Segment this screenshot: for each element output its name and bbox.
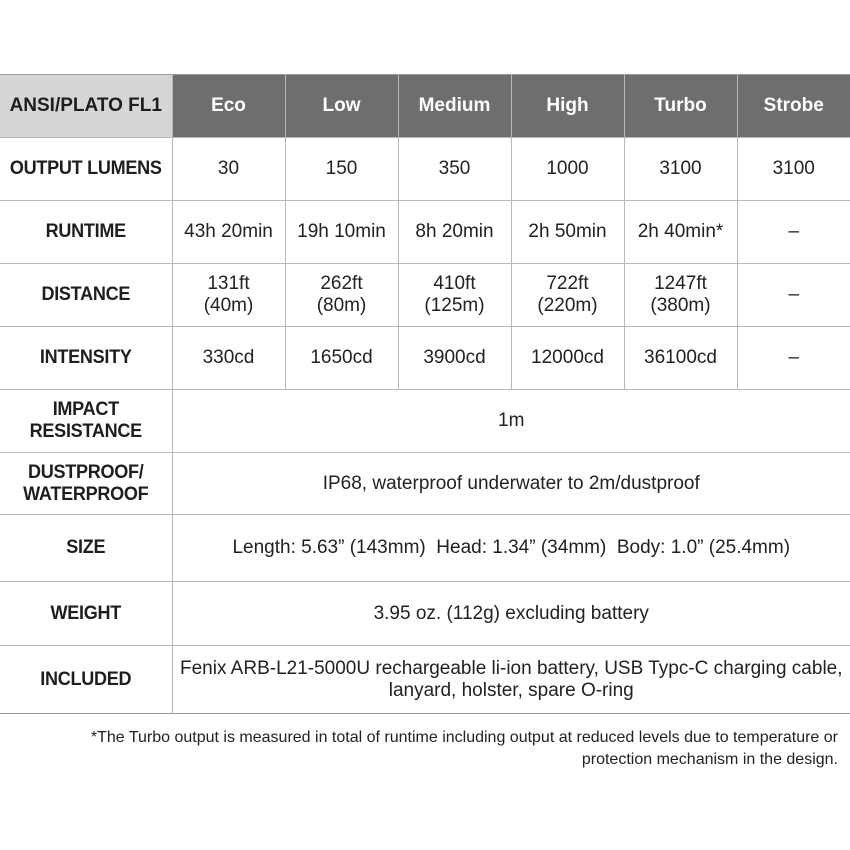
distance-row bbox=[0, 264, 850, 327]
output-medium: 350 bbox=[398, 138, 511, 201]
distance-turbo-ft: 1247ft bbox=[654, 273, 707, 294]
distance-low-m: (80m) bbox=[316, 295, 367, 316]
row-label-size: SIZE bbox=[4, 515, 167, 582]
waterproof-label-line2: WATERPROOF bbox=[23, 483, 149, 505]
runtime-eco: 43h 20min bbox=[172, 201, 285, 264]
distance-medium-m: (125m) bbox=[424, 295, 485, 316]
row-label-intensity: INTENSITY bbox=[4, 327, 167, 390]
distance-eco-ft: 131ft bbox=[207, 273, 250, 294]
runtime-high: 2h 50min bbox=[511, 201, 624, 264]
turbo-footnote bbox=[38, 727, 838, 771]
row-label-runtime: RUNTIME bbox=[4, 201, 167, 264]
distance-eco bbox=[172, 264, 285, 327]
distance-medium bbox=[398, 264, 511, 327]
intensity-high: 12000cd bbox=[511, 327, 624, 390]
output-strobe: 3100 bbox=[737, 138, 850, 201]
output-high: 1000 bbox=[511, 138, 624, 201]
runtime-row bbox=[0, 201, 850, 264]
mode-strobe: Strobe bbox=[737, 75, 850, 138]
distance-medium-ft: 410ft bbox=[433, 273, 476, 294]
runtime-turbo: 2h 40min* bbox=[624, 201, 737, 264]
distance-turbo-m: (380m) bbox=[650, 295, 711, 316]
included-value bbox=[172, 646, 850, 714]
specification-table bbox=[0, 74, 850, 714]
output-eco: 30 bbox=[172, 138, 285, 201]
distance-high bbox=[511, 264, 624, 327]
mode-turbo: Turbo bbox=[624, 75, 737, 138]
row-label-dustproof-waterproof bbox=[4, 453, 167, 515]
waterproof-value: IP68, waterproof underwater to 2m/dustproof bbox=[172, 453, 850, 515]
intensity-row bbox=[0, 327, 850, 390]
intensity-medium: 3900cd bbox=[398, 327, 511, 390]
included-line1: Fenix ARB-L21-5000U rechargeable li-ion battery, USB Typc-C charging cable, bbox=[179, 657, 843, 679]
intensity-low: 1650cd bbox=[285, 327, 398, 390]
distance-high-ft: 722ft bbox=[546, 273, 589, 294]
runtime-low: 19h 10min bbox=[285, 201, 398, 264]
weight-row bbox=[0, 582, 850, 646]
impact-label-line2: RESISTANCE bbox=[29, 421, 142, 442]
row-label-distance: DISTANCE bbox=[4, 264, 167, 327]
size-value: Length: 5.63” (143mm) Head: 1.34” (34mm) Body: 1.0” (25.4mm) bbox=[172, 515, 850, 582]
distance-low bbox=[285, 264, 398, 327]
footnote-line2: protection mechanism in the design. bbox=[581, 751, 838, 768]
mode-low: Low bbox=[285, 75, 398, 138]
output-lumens-row bbox=[0, 138, 850, 201]
intensity-turbo: 36100cd bbox=[624, 327, 737, 390]
intensity-eco: 330cd bbox=[172, 327, 285, 390]
impact-resistance-row bbox=[0, 390, 850, 453]
included-row bbox=[0, 646, 850, 714]
distance-strobe: – bbox=[737, 264, 850, 327]
row-label-included: INCLUDED bbox=[4, 646, 167, 714]
waterproof-row bbox=[0, 453, 850, 515]
intensity-strobe: – bbox=[737, 327, 850, 390]
runtime-strobe: – bbox=[737, 201, 850, 264]
weight-value: 3.95 oz. (112g) excluding battery bbox=[172, 582, 850, 646]
row-label-output-lumens: OUTPUT LUMENS bbox=[4, 138, 167, 201]
mode-high: High bbox=[511, 75, 624, 138]
impact-resistance-value: 1m bbox=[172, 390, 850, 453]
impact-label-line1: IMPACT bbox=[52, 399, 119, 420]
output-low: 150 bbox=[285, 138, 398, 201]
included-line2: lanyard, holster, spare O-ring bbox=[388, 679, 634, 701]
header-row bbox=[0, 75, 850, 138]
distance-high-m: (220m) bbox=[537, 295, 598, 316]
size-row bbox=[0, 515, 850, 582]
row-label-weight: WEIGHT bbox=[4, 582, 167, 646]
distance-eco-m: (40m) bbox=[203, 295, 254, 316]
runtime-medium: 8h 20min bbox=[398, 201, 511, 264]
standard-label: ANSI/PLATO FL1 bbox=[0, 75, 172, 138]
mode-eco: Eco bbox=[172, 75, 285, 138]
waterproof-label-line1: DUSTPROOF/ bbox=[28, 461, 144, 483]
mode-medium: Medium bbox=[398, 75, 511, 138]
distance-low-ft: 262ft bbox=[320, 273, 363, 294]
row-label-impact-resistance bbox=[4, 390, 167, 453]
distance-turbo bbox=[624, 264, 737, 327]
output-turbo: 3100 bbox=[624, 138, 737, 201]
footnote-line1: *The Turbo output is measured in total of runtime including output at reduced levels due to temperature or bbox=[90, 729, 838, 746]
